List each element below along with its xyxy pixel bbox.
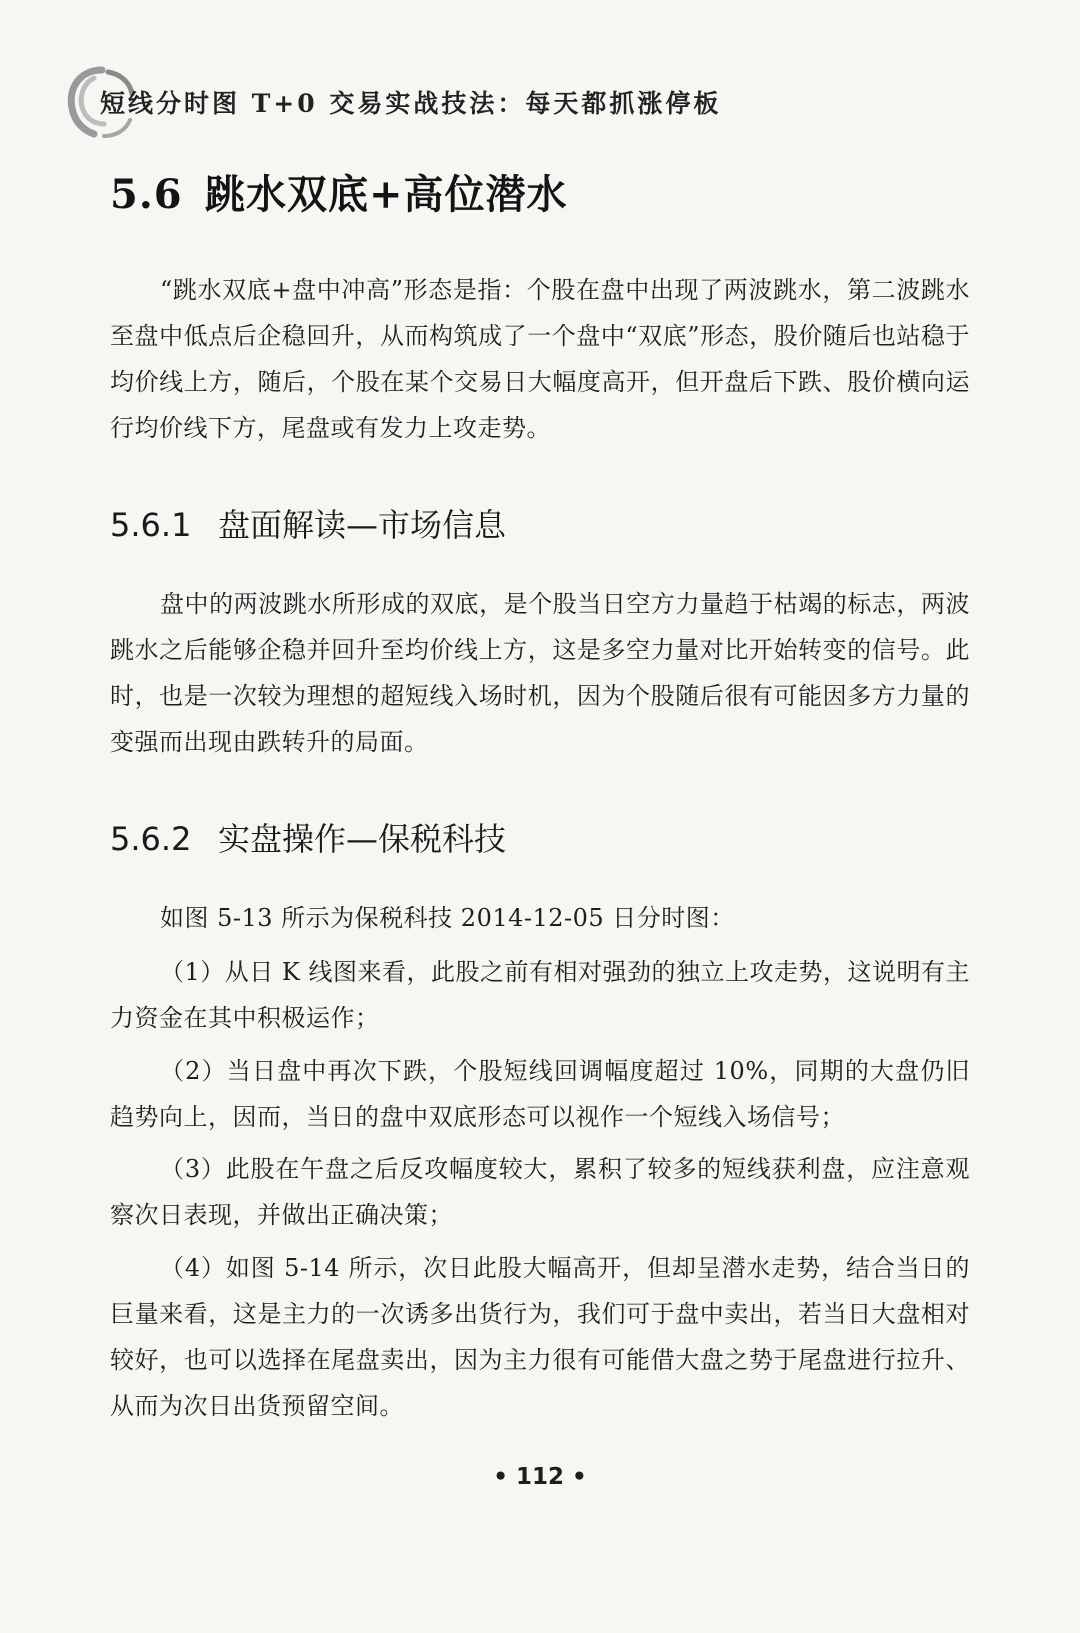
- subsection1-paragraph: 盘中的两波跳水所形成的双底，是个股当日空方力量趋于枯竭的标志，两波跳水之后能够企稳并回升至均价线上方，这是多空力量对比开始转变的信号。此时，也是一次较为理想的超短线入场时机，因为个股随后很有可能因多方力量的变强而出现由跌转升的局面。: [110, 590, 970, 756]
- list-item: （1）从日 K 线图来看，此股之前有相对强劲的独立上攻走势，这说明有主力资金在其中积极运作；: [110, 958, 970, 1032]
- subsection-title-1: 盘面解读—市场信息: [218, 506, 507, 544]
- subsection2-intro: 如图 5-13 所示为保税科技 2014-12-05 日分时图：: [160, 904, 735, 932]
- section-heading: [110, 163, 568, 220]
- subsection-title-2: 实盘操作—保税科技: [218, 820, 507, 858]
- running-header: [64, 62, 1014, 142]
- list-item: （2）当日盘中再次下跌，个股短线回调幅度超过 10%，同期的大盘仍旧趋势向上，因而，当日的盘中双底形态可以视作一个短线入场信号；: [110, 1057, 970, 1131]
- section-number: 5.6: [110, 171, 183, 218]
- subsection-number-1: 5.6.1: [110, 506, 192, 544]
- section-intro-paragraph: “跳水双底+盘中冲高”形态是指：个股在盘中出现了两波跳水，第二波跳水至盘中低点后企稳回升，从而构筑成了一个盘中“双底”形态，股价随后也站稳于均价线上方，随后，个股在某个交易日大幅度高开，但开盘后下跌、股价横向运行均价线下方，尾盘或有发力上攻走势。: [110, 276, 970, 442]
- subsection-number-2: 5.6.2: [110, 820, 192, 858]
- list-item: （3）此股在午盘之后反攻幅度较大，累积了较多的短线获利盘，应注意观察次日表现，并做出正确决策；: [110, 1155, 970, 1229]
- section-title: 跳水双底+高位潜水: [205, 171, 568, 218]
- subsection-heading-2: [110, 814, 506, 860]
- list-item: （4）如图 5-14 所示，次日此股大幅高开，但却呈潜水走势，结合当日的巨量来看，这是主力的一次诱多出货行为，我们可于盘中卖出，若当日大盘相对较好，也可以选择在尾盘卖出，因为主力很有可能借大盘之势于尾盘进行拉升、从而为次日出货预留空间。: [110, 1254, 970, 1420]
- running-title: 短线分时图 T+0 交易实战技法：每天都抓涨停板: [100, 89, 722, 118]
- page-number: • 112 •: [493, 1464, 587, 1490]
- subsection-heading-1: [110, 500, 506, 546]
